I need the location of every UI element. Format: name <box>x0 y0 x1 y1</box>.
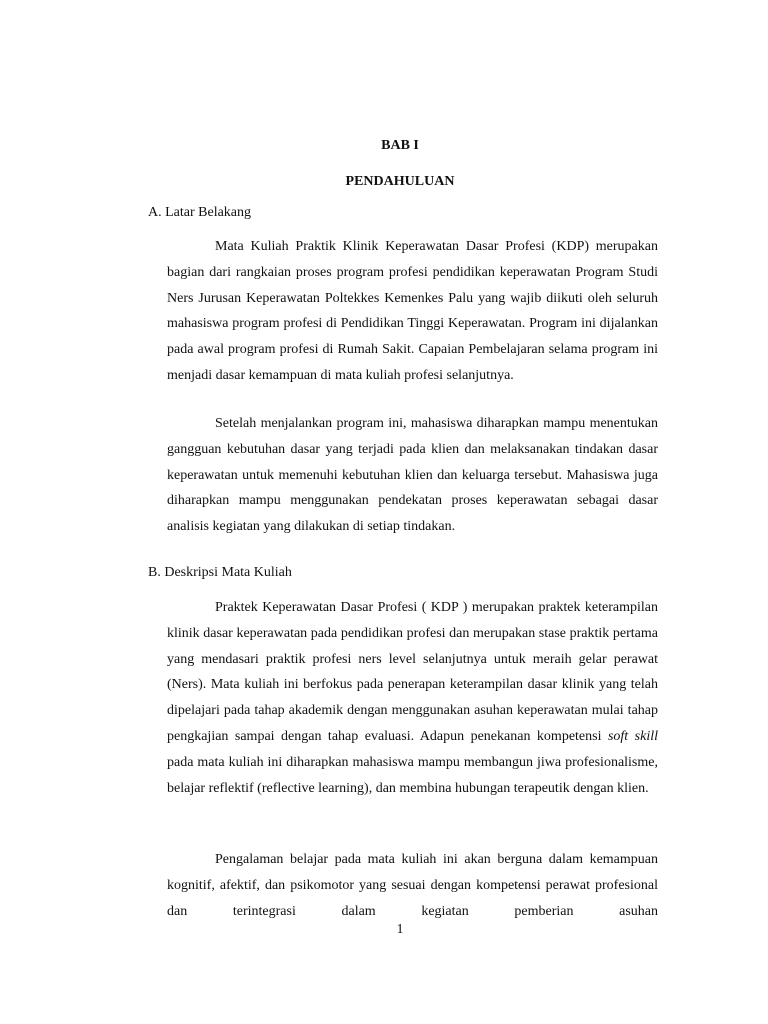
paragraph-b1 <box>167 595 658 801</box>
section-b-heading: B. Deskripsi Mata Kuliah <box>148 565 292 580</box>
soft-skill-term: soft skill <box>607 728 659 744</box>
paragraph-b1-text-end: pada mata kuliah ini diharapkan mahasiswa mampu membangun jiwa profesionalisme, belajar reflektif (reflective learning), dan membina hubungan terapeutik dengan klien. <box>167 754 658 796</box>
page-number: 1 <box>396 922 404 937</box>
paragraph-b2: Pengalaman belajar pada mata kuliah ini akan berguna dalam kemampuan kognitif, afektif, dan psikomotor yang sesuai dengan kompetensi perawat profesional dan terintegrasi dalam kegiatan pemberian asuhan <box>167 852 658 919</box>
paragraph-a1: Mata Kuliah Praktik Klinik Keperawatan Dasar Profesi (KDP) merupakan bagian dari rangkaian proses program profesi pendidikan keperawatan Program Studi Ners Jurusan Keperawatan Poltekkes Kemenkes Palu yang wajib diikuti oleh seluruh mahasiswa program profesi di Pendidikan Tinggi Keperawatan. Program ini dijalankan pada awal program profesi di Rumah Sakit. Capaian Pembelajaran selama program ini menjadi dasar kemampuan di mata kuliah profesi selanjutnya. <box>167 239 658 383</box>
paragraph-a2: Setelah menjalankan program ini, mahasiswa diharapkan mampu menentukan gangguan kebutuhan dasar yang terjadi pada klien dan melaksanakan tindakan dasar keperawatan untuk memenuhi kebutuhan klien dan keluarga tersebut. Mahasiswa juga diharapkan mampu menggunakan pendekatan proses keperawatan sebagai dasar analisis kegiatan yang dilakukan di setiap tindakan. <box>167 416 658 535</box>
chapter-heading: BAB I <box>381 138 419 153</box>
paragraph-b1-text-start: Praktek Keperawatan Dasar Profesi ( KDP ) merupakan praktek keterampilan klinik dasar keperawatan pada pendidikan profesi dan merupakan stase praktik pertama yang mendasari praktik profesi ners level selanjutnya untuk meraih gelar perawat (Ners). Mata kuliah ini berfokus pada penerapan keterampilan dasar klinik yang telah dipelajari pada tahap akademik dengan menggunakan asuhan keperawatan mulai tahap pengkajian sampai dengan tahap evaluasi. Adapun penekanan kompetensi <box>167 600 658 744</box>
chapter-title: PENDAHULUAN <box>345 174 455 189</box>
section-a-heading: A. Latar Belakang <box>148 205 252 220</box>
